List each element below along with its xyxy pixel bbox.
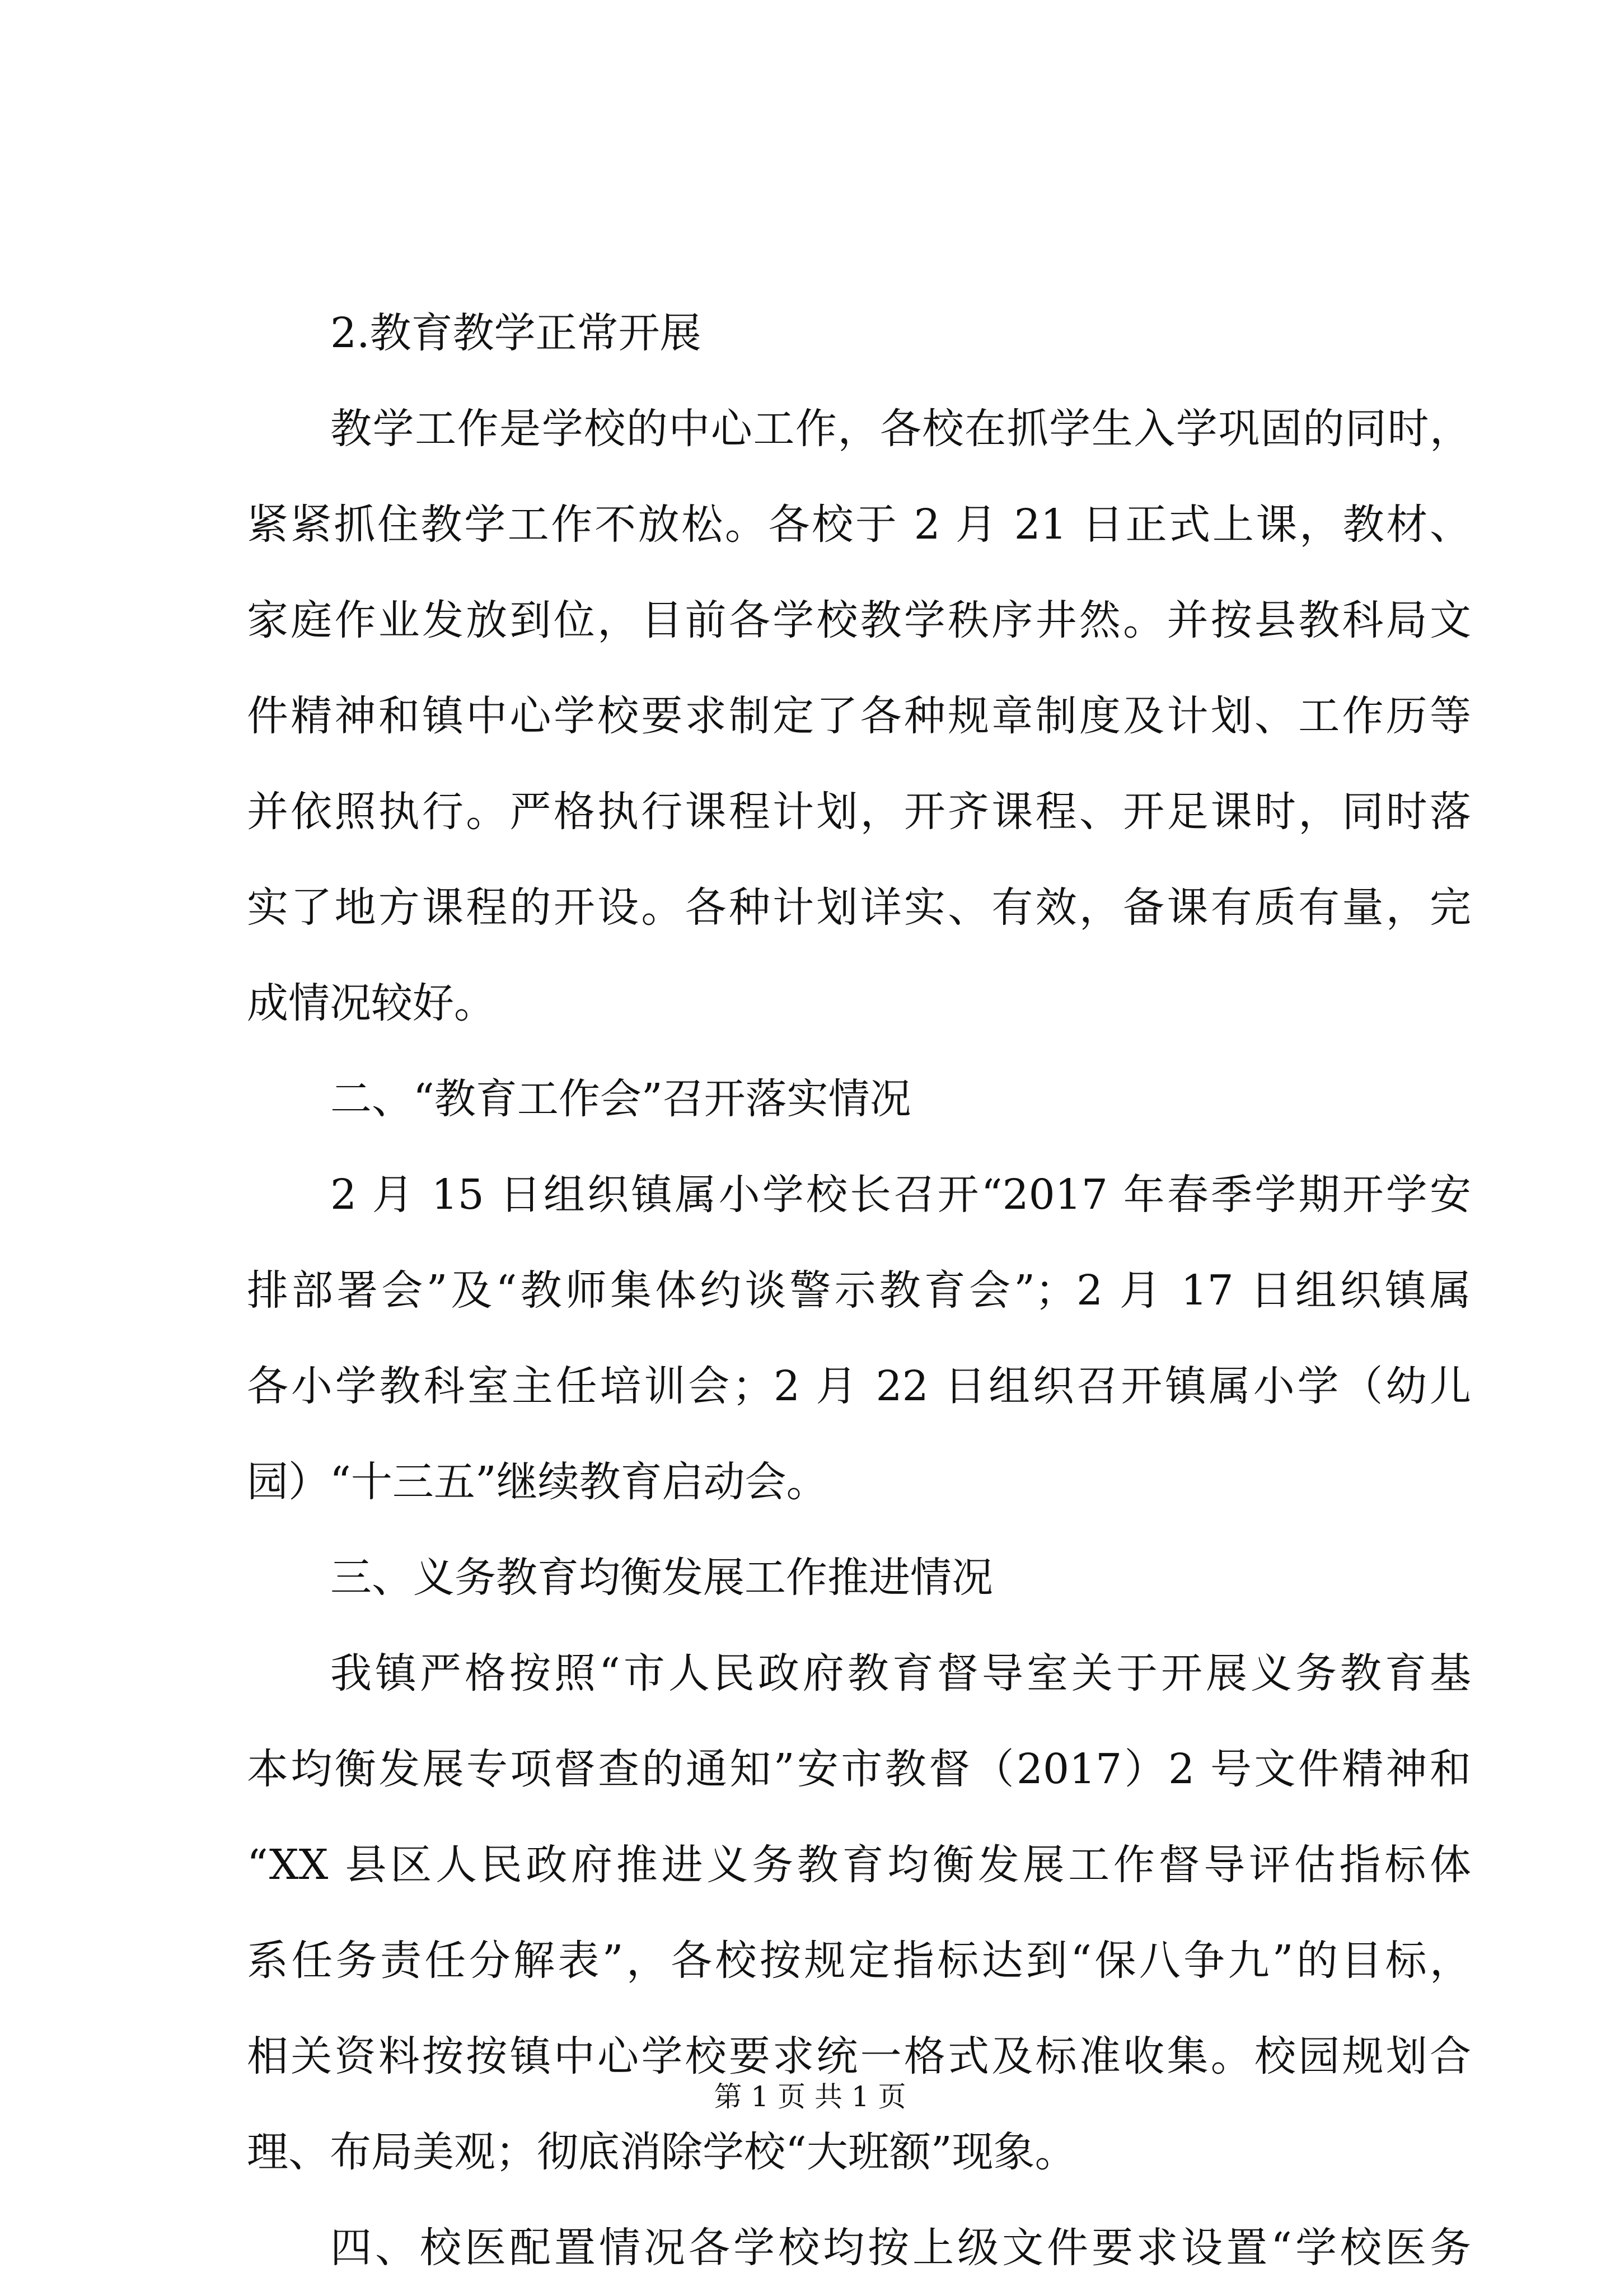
paragraph-line: 理、布局美观；彻底消除学校“大班额”现象。	[247, 2128, 1076, 2176]
section-heading-teaching: 2.教育教学正常开展	[330, 309, 701, 357]
paragraph-line: 相关资料按按镇中心学校要求统一格式及标准收集。校园规划合	[247, 2032, 1471, 2080]
section-heading-school-doctor: 四、校医配置情况各学校均按上级文件要求设置“学校医务	[330, 2224, 1471, 2272]
section-heading-meeting: 二、“教育工作会”召开落实情况	[330, 1075, 911, 1123]
page-footer: 第 1 页 共 1 页	[714, 2080, 906, 2113]
document-body	[247, 286, 1471, 2296]
paragraph-line: 本均衡发展专项督查的通知”安市教督（2017）2 号文件精神和	[247, 1745, 1471, 1793]
paragraph-line: “XX 县区人民政府推进义务教育均衡发展工作督导评估指标体	[247, 1841, 1471, 1889]
paragraph-line: 实了地方课程的开设。各种计划详实、有效，备课有质有量，完	[247, 883, 1471, 932]
paragraph-line: 并依照执行。严格执行课程计划，开齐课程、开足课时，同时落	[247, 788, 1471, 836]
paragraph-line: 排部署会”及“教师集体约谈警示教育会”；2 月 17 日组织镇属	[247, 1266, 1471, 1315]
paragraph-line: 件精神和镇中心学校要求制定了各种规章制度及计划、工作历等	[247, 692, 1471, 740]
paragraph-line: 园）“十三五”继续教育启动会。	[247, 1458, 828, 1506]
paragraph-line: 教学工作是学校的中心工作，各校在抓学生入学巩固的同时，	[330, 405, 1471, 453]
paragraph-line: 我镇严格按照“市人民政府教育督导室关于开展义务教育基	[330, 1649, 1471, 1698]
paragraph-line: 2 月 15 日组织镇属小学校长召开“2017 年春季学期开学安	[330, 1171, 1471, 1219]
paragraph-line: 各小学教科室主任培训会；2 月 22 日组织召开镇属小学（幼儿	[247, 1362, 1471, 1410]
section-heading-balance: 三、义务教育均衡发展工作推进情况	[330, 1554, 993, 1602]
paragraph-line: 成情况较好。	[247, 979, 495, 1027]
paragraph-line: 紧紧抓住教学工作不放松。各校于 2 月 21 日正式上课，教材、	[247, 501, 1471, 549]
paragraph-line: 家庭作业发放到位，目前各学校教学秩序井然。并按县教科局文	[247, 596, 1471, 644]
paragraph-line: 系任务责任分解表”，各校按规定指标达到“保八争九”的目标，	[247, 1937, 1471, 1985]
